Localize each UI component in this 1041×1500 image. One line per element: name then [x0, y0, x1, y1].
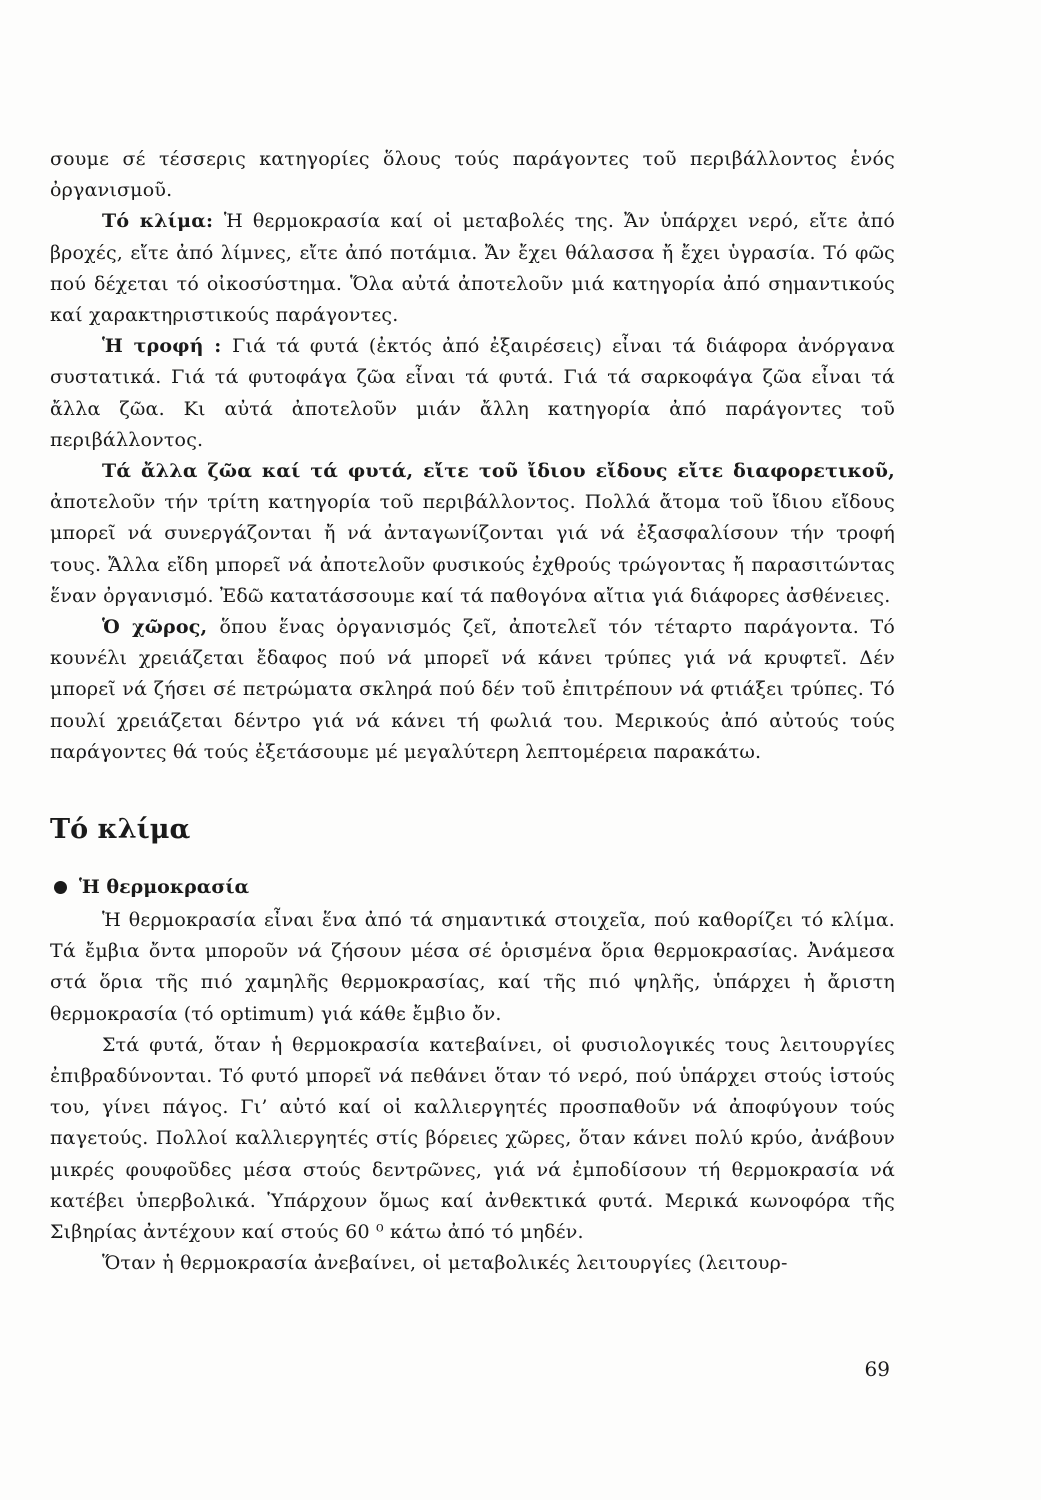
paragraph-food-category — [50, 331, 895, 456]
paragraph-text: Ὅταν ἡ θερμοκρασία ἀνεβαίνει, οἱ μεταβολικές λειτουργίες (λειτουρ- — [102, 1252, 788, 1275]
paragraph-climate-category — [50, 206, 895, 331]
page-content — [50, 144, 895, 1280]
paragraph-text: Γιά τά φυτά (ἐκτός ἀπό ἐξαιρέσεις) εἶναι τά διάφορα ἀνόργανα συστατικά. Γιά τά φυτοφάγα ζῶα εἶναι τά φυτά. Γιά τά σαρκοφάγα ζῶα εἶναι τά ἄλλα ζῶα. Κι αὐτά ἀποτελοῦν μιάν ἄλλη κατηγορία ἀπό παράγοντες τοῦ περιβάλλοντος. — [50, 335, 895, 451]
paragraph-text: Ἡ θερμοκρασία καί οἱ μεταβολές της. Ἄν ὑπάρχει νερό, εἴτε ἀπό βροχές, εἴτε ἀπό λίμνες, εἴτε ἀπό ποτάμια. Ἄν ἔχει θάλασσα ἤ ἔχει ὑγρασία. Τό φῶς πού δέχεται τό οἰκοσύστημα. Ὅλα αὐτά ἀποτελοῦν μιά κατηγορία ἀπό σημαντικούς καί χαρακτηριστικούς παράγοντες. — [50, 210, 896, 327]
paragraph-text: Στά φυτά, ὅταν ἡ θερμοκρασία κατεβαίνει, οἱ φυσιολογικές τους λειτουργίες ἐπιβραδύνονται. Τό φυτό μπορεῖ νά πεθάνει ὅταν τό νερό, πού ὑπάρχει στούς ἱστούς του, γίνει πάγος. Γι’ αὐτό καί οἱ καλλιεργητές προσπαθοῦν νά ἀποφύγουν τούς παγετούς. Πολλοί καλλιεργητές στίς βόρειες χῶρες, ὅταν κάνει πολύ κρύο, ἀνάβουν μικρές φουφοῦδες μέσα στούς δεντρῶνες, γιά νά ἐμποδίσουν τή θερμοκρασία νά κατέβει ὑπερβολικά. Ὑπάρχουν ὅμως καί ἀνθεκτικά φυτά. Μερικά κωνοφόρα τῆς Σιβηρίας ἀντέχουν καί στούς 60 ⁰ κάτω ἀπό τό μηδέν. — [50, 1033, 895, 1244]
paragraph-text: ἀποτελοῦν τήν τρίτη κατηγορία τοῦ περιβάλλοντος. Πολλά ἄτομα τοῦ ἴδιου εἴδους μπορεῖ νά συνεργάζονται ἤ νά ἀνταγωνίζονται γιά νά ἐξασφαλίσουν τήν τροφή τους. Ἄλλα εἴδη μπορεῖ νά ἀποτελοῦν φυσικούς ἐχθρούς τρώγοντας ἤ παρασιτώντας ἕναν ὀργανισμό. Ἐδῶ κατατάσσουμε καί τά παθογόνα αἴτια γιά διάφορες ἀσθένειες. — [50, 491, 895, 607]
paragraph-continuation — [50, 144, 895, 206]
section-title: Τό κλίμα — [50, 814, 191, 846]
paragraph-temperature-plants — [50, 1030, 895, 1248]
paragraph-temperature-rising — [50, 1248, 895, 1279]
paragraph-lead: Τά ἄλλα ζῶα καί τά φυτά, εἴτε τοῦ ἴδιου εἴδους εἴτε διαφορετικοῦ, — [102, 460, 895, 483]
paragraph-lead: Ἡ τροφή : — [102, 335, 233, 358]
subsection-heading — [54, 872, 895, 903]
paragraph-text: Ἡ θερμοκρασία εἶναι ἕνα ἀπό τά σημαντικά στοιχεῖα, πού καθορίζει τό κλίμα. Τά ἔμβια ὄντα μποροῦν νά ζήσουν μέσα σέ ὁρισμένα ὅρια θερμοκρασίας. Ἀνάμεσα στά ὅρια τῆς πιό χαμηλῆς θερμοκρασίας, καί τῆς πιό ψηλῆς, ὑπάρχει ἡ ἄριστη θερμοκρασία (τό optimum) γιά κάθε ἔμβιο ὄν. — [50, 909, 895, 1025]
paragraph-temperature-intro — [50, 905, 895, 1030]
page-number: 69 — [864, 1357, 890, 1381]
paragraph-text: σουμε σέ τέσσερις κατηγορίες ὅλους τούς παράγοντες τοῦ περιβάλλοντος ἑνός ὀργανισμοῦ. — [50, 148, 895, 202]
paragraph-text: ὅπου ἕνας ὀργανισμός ζεῖ, ἀποτελεῖ τόν τέταρτο παράγοντα. Τό κουνέλι χρειάζεται ἔδαφος πού νά μπορεῖ νά κάνει τρύπες γιά νά κρυφτεῖ. Δέν μπορεῖ νά ζήσει σέ πετρώματα σκληρά πού δέν τοῦ ἐπιτρέπουν νά φτιάξει τρύπες. Τό πουλί χρειάζεται δέντρο γιά νά κάνει τή φωλιά του. Μερικούς ἀπό αὐτούς τούς παράγοντες θά τούς ἐξετάσουμε μέ μεγαλύτερη λεπτομέρεια παρακάτω. — [50, 616, 895, 763]
subsection-title: Ἡ θερμοκρασία — [79, 876, 250, 899]
paragraph-space-category — [50, 612, 895, 768]
paragraph-organisms-category — [50, 456, 895, 612]
bullet-icon — [54, 881, 67, 894]
paragraph-lead: Τό κλίμα: — [102, 210, 224, 233]
paragraph-lead: Ὁ χῶρος, — [102, 616, 220, 639]
